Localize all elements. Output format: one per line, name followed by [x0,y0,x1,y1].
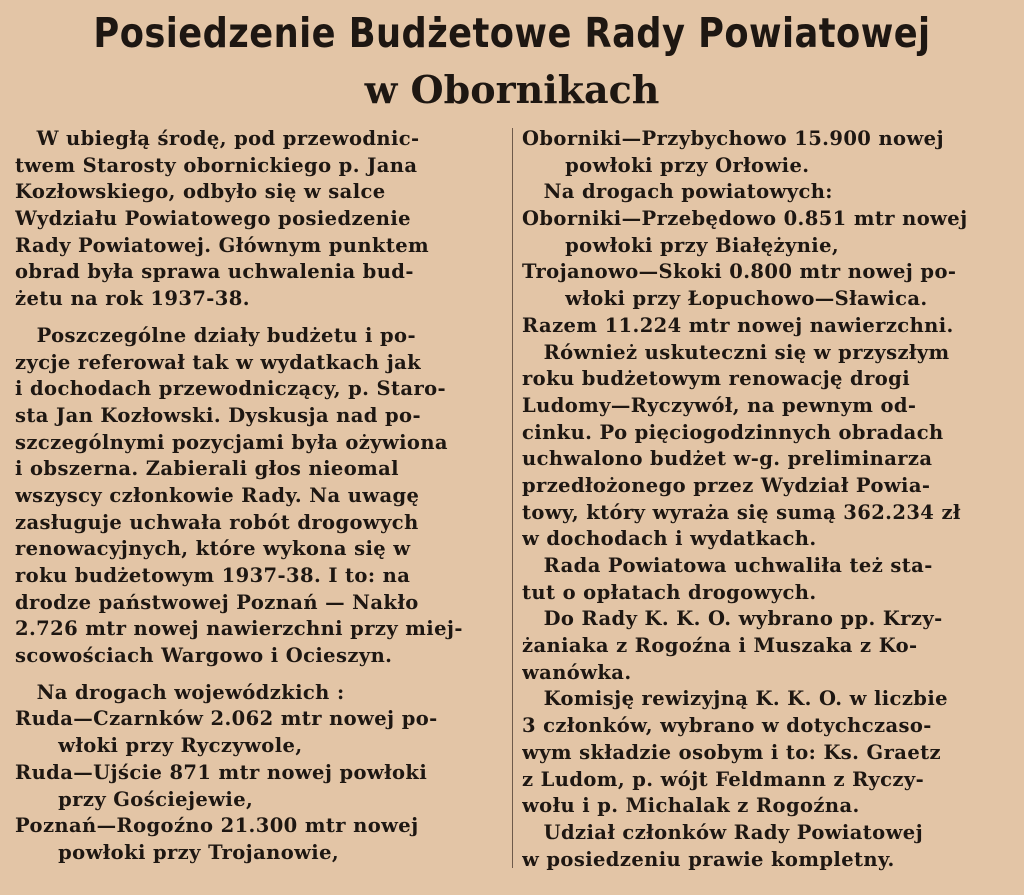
left-column [15,126,505,867]
text-line: Oborniki—Przebędowo 0.851 mtr nowej [522,207,968,231]
text-line: żaniaka z Rogoźna i Muszaka z Ko- [522,634,918,658]
right-column [522,126,1014,873]
text-line: Razem 11.224 mtr nowej nawierzchni. [522,313,954,337]
text-line: drodze państwowej Poznań — Nakło [15,590,419,614]
article-subtitle: w Obornikach [364,67,660,112]
text-line: wanówka. [522,660,632,684]
text-line: wym składzie osobym i to: Ks. Graetz [522,740,942,764]
text-line: włoki przy Ryczywole, [15,734,303,758]
text-line: Ruda—Ujście 871 mtr nowej powłoki [15,760,428,784]
text-line: sta Jan Kozłowski. Dyskusja nad po- [15,403,421,427]
text-line: Poszczególne działy budżetu i po- [15,323,416,347]
text-line: i obszerna. Zabierali głos nieomal [15,457,399,481]
text-line: powłoki przy Trojanowie, [15,840,340,864]
paragraph-2 [15,323,505,670]
text-line: włoki przy Łopuchowo—Sławica. [522,287,928,311]
text-line: w dochodach i wydatkach. [522,527,817,551]
article-title: Posiedzenie Budżetowe Rady Powiatowej [93,9,931,57]
text-line: Kozłowskiego, odbyło się w salce [15,180,386,204]
text-line: Komisję rewizyjną K. K. O. w liczbie [522,687,948,711]
text-line: towy, który wyraża się sumą 362.234 zł [522,500,961,524]
text-line: zycje referował tak w wydatkach jak [15,350,422,374]
text-line: Udział członków Rady Powiatowej [522,820,924,844]
text-line: Oborniki—Przybychowo 15.900 nowej [522,127,944,150]
text-line: uchwalono budżet w-g. preliminarza [522,447,933,471]
text-line: roku budżetowym renowację drogi [522,367,911,391]
text-line: Poznań—Rogoźno 21.300 mtr nowej [15,814,419,838]
text-line: Trojanowo—Skoki 0.800 mtr nowej po- [522,260,957,284]
right-column-text [522,126,1014,873]
text-line: wszyscy członkowie Rady. Na uwagę [15,483,420,507]
text-line: szczególnymi pozycjami była ożywiona [15,430,448,454]
text-line: powłoki przy Białężynie, [522,233,840,257]
paragraph-1 [15,126,505,313]
text-line: twem Starosty obornickiego p. Jana [15,153,418,177]
text-line: Wydziału Powiatowego posiedzenie [15,207,411,231]
text-line: w posiedzeniu prawie kompletny. [522,847,895,871]
text-line: roku budżetowym 1937-38. I to: na [15,564,411,587]
paragraph-3 [15,680,505,867]
text-line: żetu na rok 1937-38. [15,287,250,311]
text-line: zasługuje uchwała robót drogowych [15,510,419,534]
text-line: scowościach Wargowo i Ocieszyn. [15,644,393,668]
text-line: tut o opłatach drogowych. [522,580,817,604]
text-line: wołu i p. Michalak z Rogoźna. [522,794,860,818]
text-line: cinku. Po pięciogodzinnych obradach [522,420,944,444]
text-line: Rada Powiatowa uchwaliła też sta- [522,554,933,577]
text-line: 3 członków, wybrano w dotychczaso- [522,714,932,738]
text-line: 2.726 mtr nowej nawierzchni przy miej- [15,617,463,641]
text-line: Również uskuteczni się w przyszłym [522,340,950,364]
text-line: Ludomy—Ryczywół, na pewnym od- [522,393,917,417]
text-line: i dochodach przewodniczący, p. Staro- [15,377,447,401]
text-line: Ruda—Czarnków 2.062 mtr nowej po- [15,707,438,731]
text-line: renowacyjnych, które wykona się w [15,537,411,561]
text-line: przedłożonego przez Wydział Powia- [522,473,931,497]
column-divider [512,128,513,868]
text-line: W ubiegłą środę, pod przewodnic- [15,127,420,150]
text-line: powłoki przy Orłowie. [522,153,810,177]
text-line: przy Gościejewie, [15,787,254,811]
text-line: Na drogach wojewódzkich : [15,680,345,704]
text-line: Rady Powiatowej. Głównym punktem [15,233,430,257]
text-line: Na drogach powiatowych: [522,180,833,204]
text-line: Do Rady K. K. O. wybrano pp. Krzy- [522,607,943,631]
text-line: z Ludom, p. wójt Feldmann z Ryczy- [522,767,925,791]
text-line: obrad była sprawa uchwalenia bud- [15,260,414,284]
